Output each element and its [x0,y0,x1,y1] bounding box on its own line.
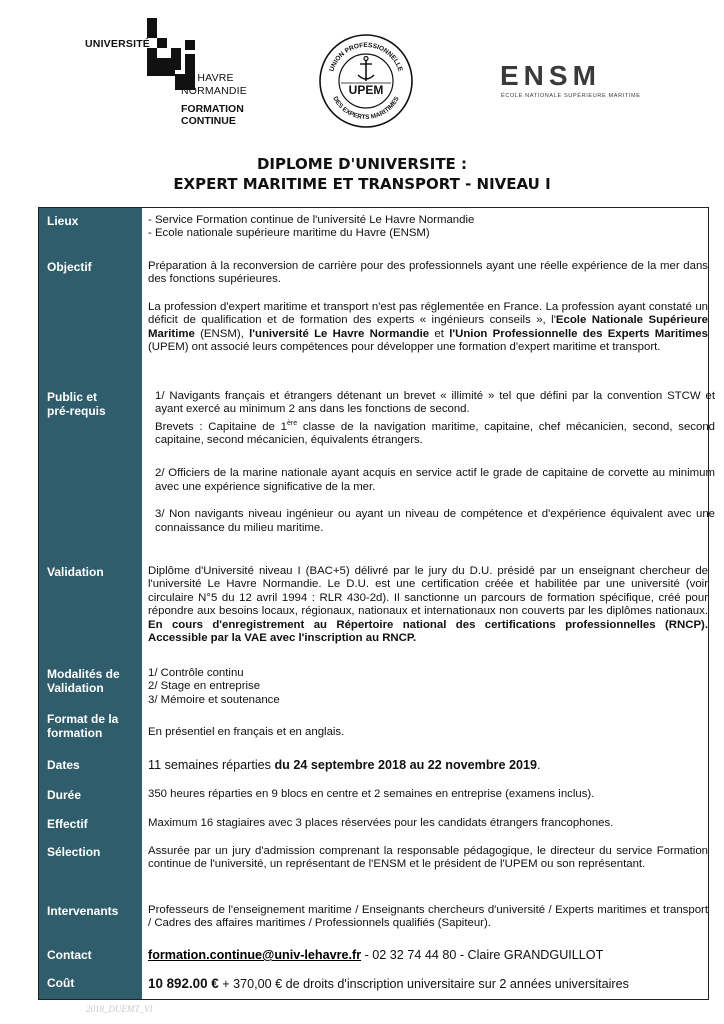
lieux-line2: - Ecole nationale supérieure maritime du Havre (ENSM) [148,227,430,240]
univ-name-line1: UNIVERSITÉ [85,38,151,50]
label-lieux: Lieux [47,214,79,228]
value-contact: formation.continue@univ-lehavre.fr - 02 32 74 44 80 - Claire GRANDGUILLOT [148,948,604,962]
info-table [38,207,715,1000]
label-public: Public et pré-requis [47,390,106,418]
label-dates: Dates [47,758,80,772]
header [0,0,724,148]
page-title [0,154,724,194]
svg-text:UNION PROFESSIONNELLE: UNION PROFESSIONNELLE [328,41,404,73]
value-duree: 350 heures réparties en 9 blocs en centre et 2 semaines en entreprise (examens inclus). [148,788,595,800]
value-format: En présentiel en français et en anglais. [148,726,345,738]
cout-price: 10 892.00 € [148,976,219,991]
value-objectif [148,260,708,354]
value-selection: Assurée par un jury d'admission comprenant la responsable pédagogique, le directeur du service Formation continue de l'université, un représentant de l'ENSM et le président de l'UPEM ou son représentant. [148,845,708,871]
univ-name-line2: LE HAVRE [181,72,234,84]
value-public [148,390,715,535]
value-cout: 10 892.00 € + 370,00 € de droits d'inscription universitaire sur 2 années universitaires [148,976,629,991]
value-modalites [148,667,708,707]
label-objectif: Objectif [47,260,92,274]
upem-center-text: UPEM [348,83,384,97]
value-validation: Diplôme d'Université niveau I (BAC+5) délivré par le jury du D.U. présidé par un enseignant chercheur de l'université Le Havre Normandie. Le D.U. est une certification créée et habilitée par une université (voir circulaire N°5 du 12 avril 1994 : RLR 430-2d). Il sanctionne un parcours de formation spécifique, créé pour répondre aux besoins locaux, régionaux, nationaux et internationaux non couverts par les diplômes nationaux. En cours d'enregistrement au Répertoire national des certifications professionnelles (RNCP). Accessible par la VAE avec l'inscription au RNCP. [148,565,708,645]
value-dates: 11 semaines réparties du 24 septembre 2018 au 22 novembre 2019. [148,758,541,772]
lieux-line1: - Service Formation continue de l'université Le Havre Normandie [148,214,475,226]
public-item2: 2/ Officiers de la marine nationale ayant acquis en service actif le grade de capitaine de corvette au minimum avec une expérience significative de la mer. [155,467,715,493]
value-lieux [148,214,708,241]
label-contact: Contact [47,948,92,962]
document-reference: 2018_DUEMT_VI [86,1004,153,1014]
validation-rncp: En cours d'enregistrement au Répertoire national des certifications professionnelles (RNCP). Accessible par la VAE avec l'inscription au RNCP. [148,618,708,645]
label-selection: Sélection [47,845,101,859]
modalite-item: 2/ Stage en entreprise [148,680,261,693]
univ-name-line3: NORMANDIE [181,85,247,97]
label-validation: Validation [47,565,104,579]
label-effectif: Effectif [47,817,88,831]
label-modalites: Modalités de Validation [47,667,120,695]
public-item1: 1/ Navigants français et étrangers détenant un brevet « illimité » tel que défini par la convention STCW et ayant exercé au minimum 2 ans dans les fonctions de second. [155,390,715,416]
modalite-item: 1/ Contrôle continu [148,667,244,679]
universite-le-havre-logo [85,18,285,138]
label-column [39,208,142,999]
anchor-icon [358,57,374,82]
ensm-logo [500,60,680,100]
title-line2: EXPERT MARITIME ET TRANSPORT - NIVEAU I [173,175,551,193]
univ-formation-continue: FORMATION CONTINUE [181,103,244,127]
contact-email-link[interactable]: formation.continue@univ-lehavre.fr [148,948,362,962]
label-format: Format de la formation [47,712,119,740]
title-line1: DIPLOME D'UNIVERSITE : [256,155,468,173]
modalite-item: 3/ Mémoire et soutenance [148,693,280,706]
label-duree: Durée [47,788,82,802]
upem-logo [318,33,414,129]
public-brevets: Brevets : Capitaine de 1ère classe de la navigation maritime, capitaine, chef mécanicien, second, second capitaine, second mécanicien, équivalents étrangers. [155,419,715,447]
label-intervenants: Intervenants [47,904,119,918]
svg-text:DES EXPERTS MARITIMES: DES EXPERTS MARITIMES [331,95,401,122]
label-cout: Coût [47,976,75,990]
objectif-paragraph2: La profession d'expert maritime et transport n'est pas réglementée en France. La profession ayant constaté un déficit de qualification et de formation des experts « ingénieurs conseils », l'Ecole Nationale Supérieure Maritime (ENSM), l'université Le Havre Normandie et l'Union Professionnelle des Experts Maritimes (UPEM) ont associé leurs compétences pour développer une formation d'expert maritime et transport. [148,300,709,354]
ensm-subtitle: ÉCOLE NATIONALE SUPÉRIEURE MARITIME [501,93,641,99]
public-item3: 3/ Non navigants niveau ingénieur ou ayant un niveau de compétence et d'expérience équivalent avec une connaissance du milieu maritime. [155,508,715,534]
objectif-paragraph1: Préparation à la reconversion de carrière pour des professionnels ayant une réelle expérience de la mer dans des fonctions supérieures. [148,260,708,286]
value-intervenants: Professeurs de l'enseignement maritime / Enseignants chercheurs d'université / Experts maritimes et transport / Cadres des affaires maritimes / Professionnels qualifiés (Sapiteur). [148,904,708,930]
ensm-wordmark: ENSM [500,60,601,91]
value-effectif: Maximum 16 stagiaires avec 3 places réservées pour les candidats étrangers francophones. [148,817,614,829]
